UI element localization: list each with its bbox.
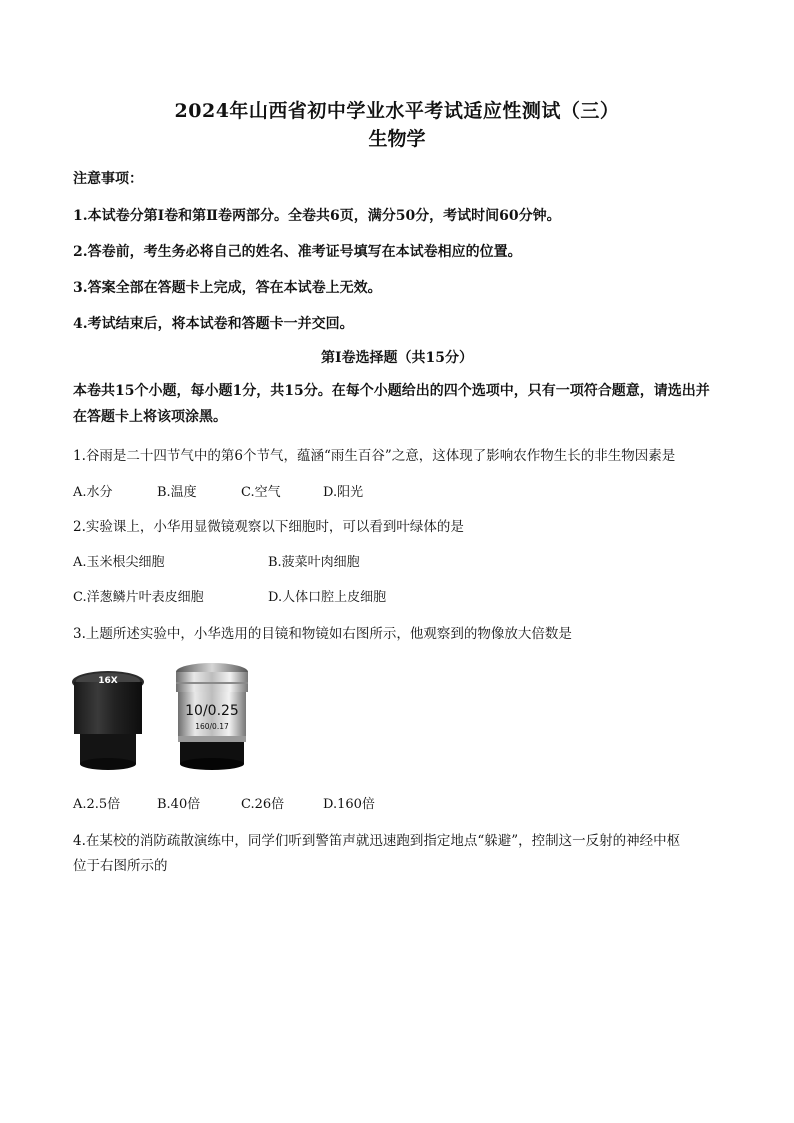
microscope-lens-figure [70, 660, 270, 780]
notice-item-2: 2.答卷前，考生务必将自己的姓名、准考证号填写在本试卷相应的位置。 [73, 244, 522, 260]
question-2-option-d: D.人体口腔上皮细胞 [268, 590, 387, 605]
question-4-stem-line-2: 位于右图所示的 [73, 858, 168, 874]
eyepiece-label: 16X [98, 676, 118, 686]
question-2-stem: 2.实验课上，小华用显微镜观察以下细胞时，可以看到叶绿体的是 [73, 519, 464, 535]
question-3-option-b: B.40倍 [157, 797, 201, 812]
question-1-option-b: B.温度 [157, 485, 197, 500]
question-2-option-b: B.菠菜叶肉细胞 [268, 555, 360, 570]
section-heading: 第Ⅰ卷选择题（共15分） [320, 350, 474, 366]
question-1-option-c: C.空气 [241, 485, 281, 500]
question-2-option-a: A.玉米根尖细胞 [73, 555, 165, 570]
notice-item-3: 3.答案全部在答题卡上完成，答在本试卷上无效。 [73, 280, 382, 296]
question-3-option-a: A.2.5倍 [73, 797, 121, 812]
page-title: 2024年山西省初中学业水平考试适应性测试（三） [174, 100, 620, 122]
notice-heading: 注意事项： [73, 171, 143, 187]
notice-item-4: 4.考试结束后，将本试卷和答题卡一并交回。 [73, 316, 354, 332]
question-2-option-c: C.洋葱鳞片叶表皮细胞 [73, 590, 204, 605]
section-instruction: 本卷共15个小题，每小题1分，共15分。在每个小题给出的四个选项中，只有一项符合题意，请选出并在答题卡上将该项涂黑。 [73, 383, 710, 425]
objective-sublabel: 160/0.17 [195, 722, 229, 731]
question-1-option-d: D.阳光 [323, 485, 364, 500]
question-1-option-a: A.水分 [73, 485, 113, 500]
microscope-lens-image [70, 660, 270, 780]
subject-title: 生物学 [368, 128, 426, 150]
question-3-stem: 3.上题所述实验中，小华选用的目镜和物镜如右图所示，他观察到的物像放大倍数是 [73, 626, 572, 642]
question-1-stem: 1.谷雨是二十四节气中的第6个节气，蕴涵“雨生百谷”之意，这体现了影响农作物生长的非生物因素是 [73, 448, 676, 464]
notice-item-1: 1.本试卷分第Ⅰ卷和第Ⅱ卷两部分。全卷共6页，满分50分，考试时间60分钟。 [73, 208, 561, 224]
objective-label: 10/0.25 [185, 703, 239, 719]
question-3-option-c: C.26倍 [241, 797, 285, 812]
question-4-stem-line-1: 4.在某校的消防疏散演练中，同学们听到警笛声就迅速跑到指定地点“躲避”，控制这一反射的神经中枢 [73, 833, 681, 849]
question-3-option-d: D.160倍 [323, 797, 375, 812]
